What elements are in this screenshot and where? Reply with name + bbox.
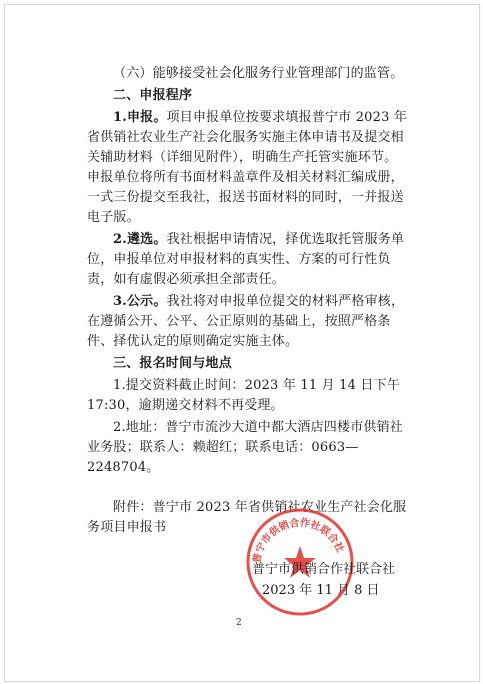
paragraph-publicity-text: 我社将对申报单位提交的材料严格审核，在遵循公开、公平、公正原则的基础上，按照严格条件、择优认定的原则确定实施主体。	[87, 294, 405, 349]
paragraph-deadline: 1.提交资料截止时间：2023 年 11 月 14 日下午 17:30，逾期递交材料不再受理。	[87, 378, 401, 413]
issuing-organization: 普宁市供销合作社联合社	[252, 562, 396, 577]
paragraph-address: 2.地址：普宁市流沙大道中都大酒店四楼市供销社业务股；联系人：赖超红；联系电话：0663—2248704。	[87, 420, 404, 475]
paragraph-publicity	[87, 292, 409, 352]
paragraph-publicity-lead: 3.公示。	[113, 294, 167, 309]
paragraph-application-text: 项目申报单位按要求填报普宁市 2023 年省供销社农业生产社会化服务实施主体申请书及提交相关辅助材料（详细见附件），明确生产托管实施环节。申报单位将所有书面材料盖章件及相关材料汇编成册，一式三份提交至我社，报送书面材料的同时，一并报送电子版。	[87, 110, 408, 225]
issue-date: 2023 年 11 月 8 日	[262, 583, 380, 598]
paragraph-selection-text: 我社根据申请情况，择优选取托管服务单位，申报单位对申报材料的真实性、方案的可行性负责，如有虚假必须承担全部责任。	[87, 232, 405, 287]
seal-text: 普宁市供销合作社联合社	[251, 517, 346, 565]
attachment-note: 附件：普宁市 2023 年省供销社农业生产社会化服务项目申报书	[87, 500, 407, 535]
paragraph-application-lead: 1.申报。	[113, 110, 167, 125]
page-number: 2	[236, 618, 242, 628]
paragraph-selection	[87, 230, 409, 290]
document-body	[87, 64, 409, 538]
item-six: （六）能够接受社会化服务行业管理部门的监管。	[113, 66, 404, 81]
paragraph-selection-lead: 2.遴选。	[113, 232, 167, 247]
section-heading-application-procedure: 二、申报程序	[113, 88, 193, 103]
section-heading-time-location: 三、报名时间与地点	[113, 356, 232, 371]
paragraph-application	[87, 108, 409, 228]
